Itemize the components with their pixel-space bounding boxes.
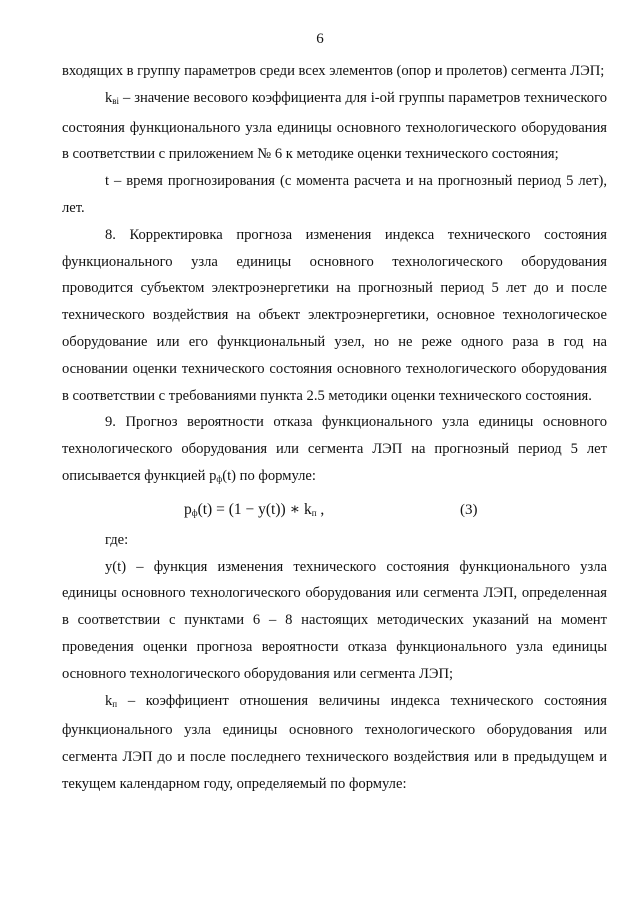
- page-number: 6: [316, 31, 324, 47]
- formula-3: [184, 497, 324, 527]
- pf-subscript: ф: [216, 473, 223, 484]
- formula-p: p: [184, 500, 192, 518]
- paragraph-kb-definition: [62, 85, 607, 168]
- paragraph-t-definition: t – время прогнозирования (с момента расчета и на прогнозный период 5 лет), лет.: [62, 173, 607, 216]
- formula-tail: ,: [316, 500, 325, 518]
- where-label: где:: [105, 531, 129, 548]
- formula-number: (3): [460, 501, 478, 518]
- kb-subscript: вi: [112, 95, 120, 106]
- kp-symbol: k: [105, 692, 113, 709]
- paragraph-9-text: 9. Прогноз вероятности отказа функционального узла единицы основного технологического оборудования или сегмента ЛЭП на прогнозный период 5 лет описывается функцией p: [62, 414, 607, 484]
- paragraph-yt-definition: y(t) – функция изменения технического состояния функционального узла единицы основного технологического оборудования или сегмента ЛЭП, определенная в соответствии с пунктами 6 – 8 настоящих методических указаний на момент проведения оценки прогноза вероятности отказа функционального узла единицы основного технологического оборудования или сегмента ЛЭП;: [62, 558, 607, 682]
- formula-k-subscript: п: [311, 507, 317, 518]
- paragraph-continuation: входящих в группу параметров среди всех элементов (опор и пролетов) сегмента ЛЭП;: [62, 63, 605, 79]
- formula-3-row: [62, 493, 607, 527]
- formula-p-subscript: ф: [191, 507, 198, 518]
- kb-symbol: k: [105, 89, 113, 106]
- document-body: [62, 58, 607, 798]
- kp-subscript: п: [112, 698, 118, 709]
- paragraph-8: 8. Корректировка прогноза изменения индекса технического состояния функционального узла единицы основного технологического оборудования проводится субъектом электроэнергетики на прогнозный период 5 лет до и после технического воздействия на объект электроэнергетики, основное технологическое оборудование или его функциональный узел, но не реже одного раза в год на основании оценки технического состояния основного технологического оборудования в соответствии с требованиями пункта 2.5 методики оценки технического состояния.: [62, 226, 607, 404]
- paragraph-9: [62, 409, 607, 492]
- kb-definition-text: – значение весового коэффициента для i-ой группы параметров технического состояния функционального узла единицы основного технологического оборудования в соответствии с приложением № 6 к методике оценки технического состояния;: [62, 89, 607, 163]
- formula-body: (t) = (1 − y(t)) ∗ k: [197, 500, 312, 518]
- kp-definition-text: – коэффициент отношения величины индекса технического состояния функционального узла единицы основного технологического оборудования или сегмента ЛЭП до и после последнего технического воздействия или в предыдущем и текущем календарном году, определяемый по формуле:: [62, 692, 607, 792]
- paragraph-9-end: (t) по формуле:: [222, 467, 316, 484]
- paragraph-kp-definition: [62, 688, 607, 798]
